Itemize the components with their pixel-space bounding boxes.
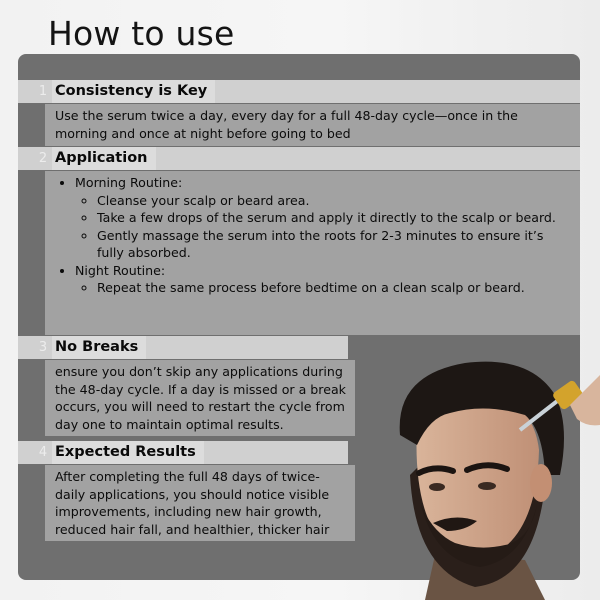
step-text: Cleanse your scalp or beard area. — [97, 192, 310, 208]
section-body-no-breaks — [45, 360, 355, 436]
routine-list — [55, 174, 572, 297]
section-number: 1 — [38, 84, 48, 99]
step-text: Repeat the same process before bedtime on a clean scalp or beard. — [97, 280, 525, 295]
routine-name-morning: Morning Routine: — [75, 175, 183, 190]
step-text: Gently massage the serum into the roots for 2-3 minutes to ensure it’s fully absorbed. — [97, 227, 544, 260]
list-item — [75, 262, 572, 297]
routine-name-night: Night Routine: — [75, 262, 166, 278]
section-text: Use the serum twice a day, every day for a full 48-day cycle—once in the morning and once at night before going to bed — [55, 108, 518, 141]
list-item — [75, 174, 572, 262]
night-steps-list — [75, 279, 572, 297]
section-number: 4 — [38, 445, 48, 460]
section-number: 2 — [38, 151, 48, 166]
section-body-consistency — [45, 104, 580, 146]
morning-steps-list — [75, 192, 572, 262]
list-item — [97, 279, 572, 297]
list-item — [97, 192, 572, 210]
section-body-expected-results — [45, 465, 355, 541]
list-item — [97, 209, 572, 227]
section-text: ensure you don’t skip any applications during the 48-day cycle. If a day is missed or a break occurs, you will need to restart the cycle from day one to maintain optimal results. — [55, 364, 346, 432]
section-heading-application: Application — [52, 147, 156, 170]
step-text: Take a few drops of the serum and apply it directly to the scalp or beard. — [97, 210, 556, 225]
man-applying-serum-portrait — [355, 355, 600, 600]
list-item — [97, 227, 572, 262]
section-heading-consistency: Consistency is Key — [52, 80, 215, 103]
section-text: After completing the full 48 days of twice-daily applications, you should notice visible improvements, including new hair growth, reduced hair fall, and healthier, thicker hair — [55, 469, 330, 537]
section-heading-no-breaks: No Breaks — [52, 336, 146, 359]
page-title: How to use — [48, 14, 235, 53]
section-heading-expected-results: Expected Results — [52, 441, 204, 464]
section-number: 3 — [38, 340, 48, 355]
section-body-application — [45, 171, 580, 335]
